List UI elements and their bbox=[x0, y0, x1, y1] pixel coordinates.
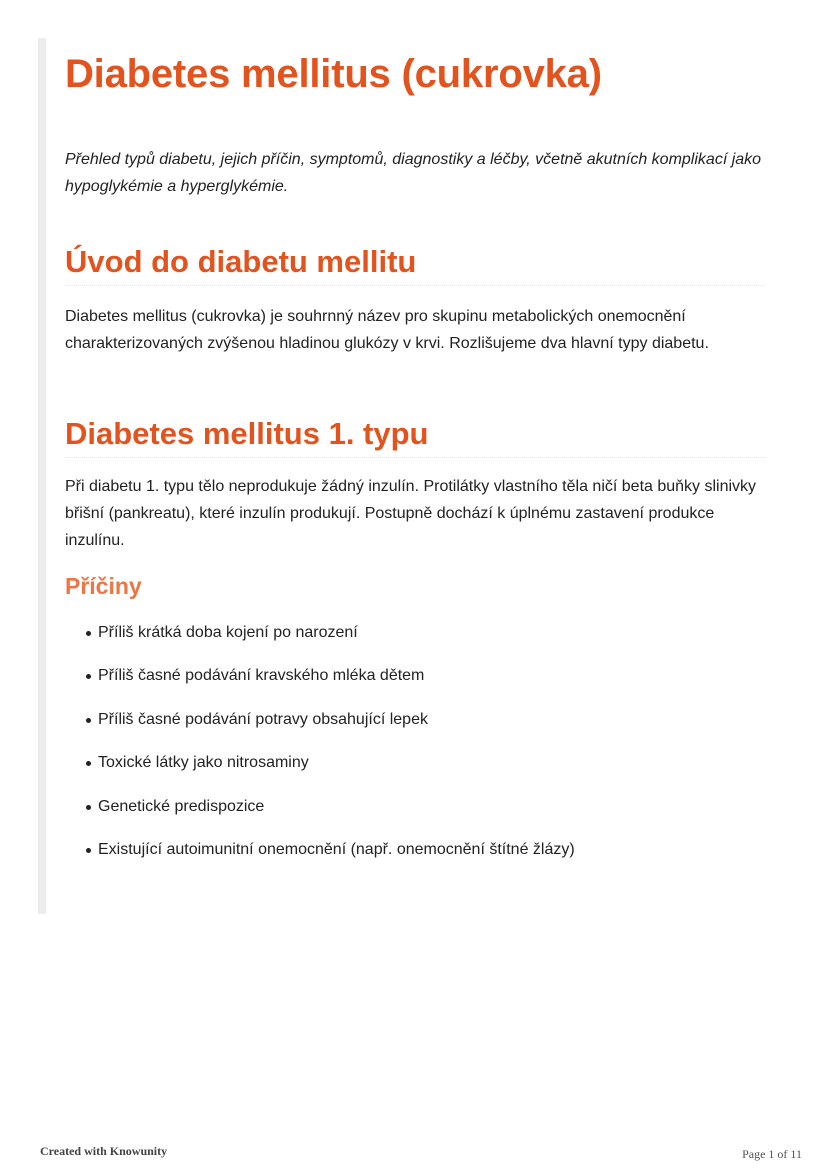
list-item bbox=[65, 661, 770, 704]
section-heading-type1: Diabetes mellitus 1. typu bbox=[65, 416, 429, 451]
list-item bbox=[65, 748, 770, 791]
bullet-icon bbox=[86, 805, 91, 810]
bullet-icon bbox=[86, 718, 91, 723]
list-item bbox=[65, 792, 770, 835]
list-item-text: Genetické predispozice bbox=[98, 797, 265, 815]
section-heading-intro: Úvod do diabetu mellitu bbox=[65, 244, 417, 279]
page-left-bar bbox=[38, 38, 46, 914]
bullet-icon bbox=[86, 848, 91, 853]
section-paragraph-type1: Při diabetu 1. typu tělo neprodukuje žádný inzulín. Protilátky vlastního těla ničí beta buňky slinivky břišní (pankreatu), které inzulín produkují. Postupně dochází k úplnému zastavení produkce inzulínu. bbox=[65, 478, 757, 549]
section-divider bbox=[65, 285, 765, 286]
section-divider bbox=[65, 457, 765, 458]
causes-list bbox=[65, 618, 770, 878]
bullet-icon bbox=[86, 761, 91, 766]
list-item-text: Existující autoimunitní onemocnění (např. onemocnění štítné žlázy) bbox=[98, 840, 575, 858]
list-item bbox=[65, 835, 770, 878]
bullet-icon bbox=[86, 631, 91, 636]
list-item-text: Příliš časné podávání kravského mléka dětem bbox=[98, 667, 425, 685]
list-item-text: Příliš časné podávání potravy obsahující lepek bbox=[98, 710, 428, 728]
subheading-causes: Příčiny bbox=[65, 573, 142, 599]
list-item-text: Toxické látky jako nitrosaminy bbox=[98, 754, 309, 772]
bullet-icon bbox=[86, 674, 91, 679]
document-subtitle: Přehled typů diabetu, jejich příčin, symptomů, diagnostiky a léčby, včetně akutních komplikací jako hypoglykémie a hyperglykémie. bbox=[65, 151, 762, 195]
list-item bbox=[65, 705, 770, 748]
list-item-text: Příliš krátká doba kojení po narození bbox=[98, 624, 358, 641]
section-paragraph-intro: Diabetes mellitus (cukrovka) je souhrnný název pro skupinu metabolických onemocnění charakterizovaných zvýšenou hladinou glukózy v krvi. Rozlišujeme dva hlavní typy diabetu. bbox=[65, 308, 709, 352]
document-title: Diabetes mellitus (cukrovka) bbox=[65, 52, 602, 96]
footer-page-number: Page 1 of 11 bbox=[742, 1147, 802, 1161]
footer-created-with: Created with Knowunity bbox=[40, 1144, 168, 1158]
list-item bbox=[65, 618, 770, 661]
